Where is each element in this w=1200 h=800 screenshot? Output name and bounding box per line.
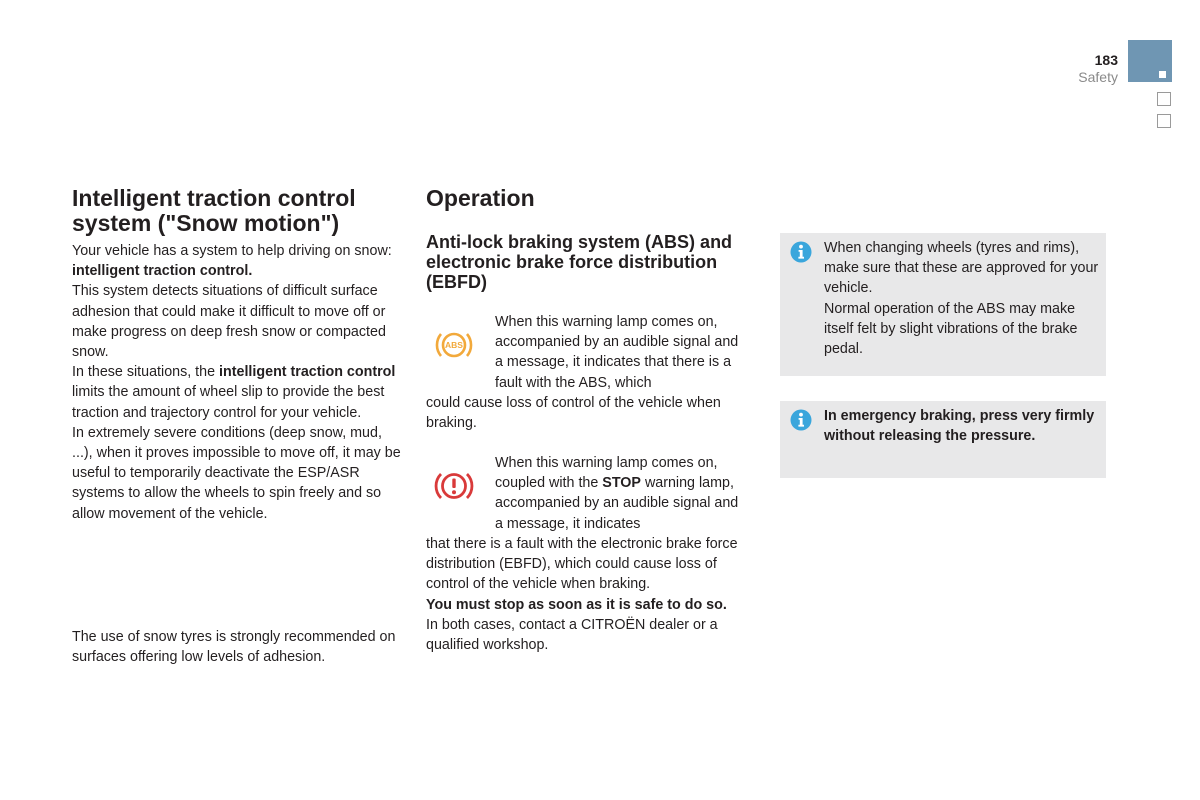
abs-lamp-description: When this warning lamp comes on, accompanied by an audible signal and a message, it indicates that there is a fault with the ABS, which xyxy=(495,314,739,391)
text: In these situations, the xyxy=(72,364,220,381)
brake-lamp-description-continued xyxy=(426,534,756,655)
text: Your vehicle has a system to help driving on snow: xyxy=(72,243,392,259)
brake-warning-lamp-icon xyxy=(434,467,474,505)
info-box-wheels-abs xyxy=(780,233,1106,376)
section-name: Safety xyxy=(1078,69,1118,85)
info-text: In emergency braking, press very firmly without releasing the pressure. xyxy=(824,408,1095,445)
section-tab[interactable] xyxy=(1157,92,1171,106)
paragraph: When changing wheels (tyres and rims), make sure that these are approved for your vehicle. xyxy=(824,240,1099,297)
info-icon xyxy=(790,409,812,431)
brake-lamp-description xyxy=(495,453,745,534)
info-icon xyxy=(790,241,812,263)
paragraph: that there is a fault with the electronic brake force distribution (EBFD), which could cause loss of control of the vehicle when braking. xyxy=(426,536,738,593)
section-title-snow-motion: Intelligent traction control system ("Snow motion") xyxy=(72,185,356,236)
subsection-title-abs-ebfd: Anti-lock braking system (ABS) and electronic brake force distribution (EBFD) xyxy=(426,232,733,292)
emphasis: intelligent traction control xyxy=(219,364,396,381)
abs-icon-label: ABS xyxy=(445,340,463,350)
section-tab[interactable] xyxy=(1157,114,1171,128)
paragraph: Normal operation of the ABS may make itself felt by slight vibrations of the brake pedal. xyxy=(824,300,1078,358)
paragraph xyxy=(72,362,402,423)
emphasis: intelligent traction control. xyxy=(72,263,253,280)
emphasis: You must stop as soon as it is safe to do so. xyxy=(426,596,727,613)
paragraph: In both cases, contact a CITROËN dealer or a qualified workshop. xyxy=(426,616,718,654)
text: When this warning lamp comes on, coupled with the xyxy=(495,455,718,492)
abs-warning-lamp-icon xyxy=(434,327,474,363)
snow-motion-description xyxy=(72,241,402,524)
text: warning lamp, accompanied by an audible signal and a message, it indicates xyxy=(495,475,739,532)
info-text xyxy=(824,238,1102,359)
paragraph xyxy=(426,595,756,615)
paragraph xyxy=(72,241,402,281)
snow-tyres-note: The use of snow tyres is strongly recommended on surfaces offering low levels of adhesion. xyxy=(72,629,396,666)
info-box-emergency-braking xyxy=(780,401,1106,478)
page-number: 183 xyxy=(1094,52,1118,68)
paragraph: In extremely severe conditions (deep snow, mud, ...), when it proves impossible to move off, it may be useful to temporarily deactivate the ESP/ASR systems to allow the wheels to spin freely and so allow movement of the vehicle. xyxy=(72,424,401,522)
text: limits the amount of wheel slip to provide the best traction and trajectory control for your vehicle. xyxy=(72,384,385,421)
abs-lamp-description-continued: could cause loss of control of the vehicle when braking. xyxy=(426,395,721,432)
section-title-operation: Operation xyxy=(426,185,535,211)
paragraph: This system detects situations of difficult surface adhesion that could make it difficult to move off or make progress on deep fresh snow or compacted snow. xyxy=(72,283,386,361)
emphasis: STOP xyxy=(602,475,641,492)
section-tab-marker xyxy=(1159,71,1166,78)
